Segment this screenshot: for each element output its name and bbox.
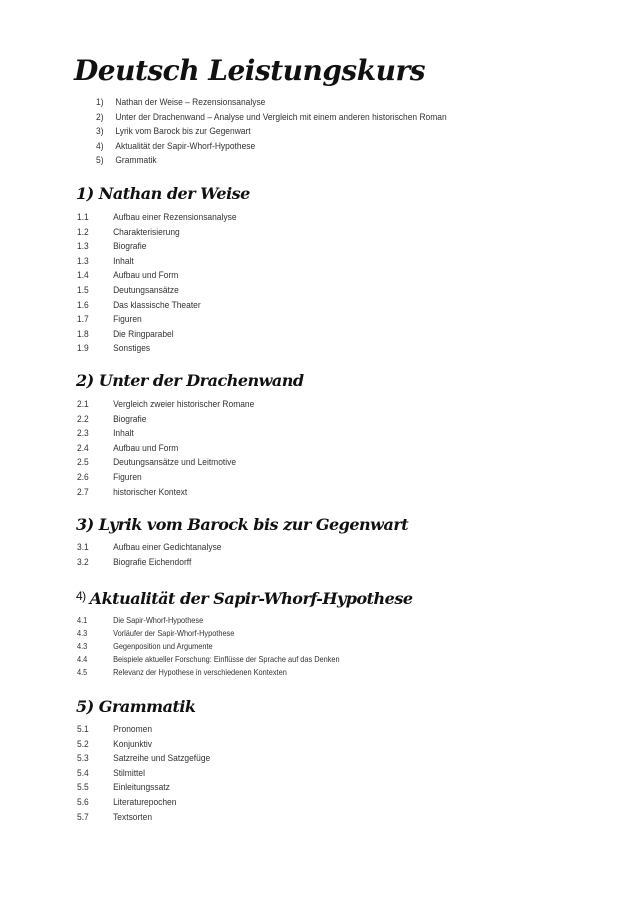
item-text: Deutungsansätze bbox=[113, 284, 179, 296]
list-item bbox=[77, 767, 210, 782]
item-number: 1.8 bbox=[77, 328, 89, 340]
list-item bbox=[77, 738, 210, 753]
item-text: historischer Kontext bbox=[113, 486, 188, 498]
item-text: Deutungsansätze und Leitmotive bbox=[113, 457, 237, 469]
section-heading-drachenwand: 2) Unter der Drachenwand bbox=[76, 371, 304, 390]
item-number: 5.2 bbox=[77, 738, 89, 750]
item-text: Biografie bbox=[113, 413, 147, 425]
item-text: Einleitungssatz bbox=[113, 782, 170, 794]
item-text: Aufbau einer Gedichtanalyse bbox=[113, 542, 222, 553]
item-text: Inhalt bbox=[113, 428, 134, 440]
item-number: 5.1 bbox=[77, 724, 89, 735]
item-number: 5.5 bbox=[77, 782, 89, 794]
item-text: Satzreihe und Satzgefüge bbox=[113, 753, 211, 765]
list-item bbox=[77, 284, 237, 299]
overview-item bbox=[96, 96, 447, 111]
list-item bbox=[77, 226, 237, 241]
section-list-grammatik bbox=[77, 723, 228, 825]
item-text: Aufbau und Form bbox=[113, 442, 179, 454]
item-number: 1.7 bbox=[77, 314, 89, 326]
overview-number: 5) bbox=[96, 155, 104, 167]
item-text: Stilmittel bbox=[113, 767, 145, 779]
item-number: 1.3 bbox=[77, 241, 89, 253]
list-item bbox=[77, 427, 254, 442]
table-of-contents-overview bbox=[96, 96, 495, 169]
item-number: 4.1 bbox=[77, 615, 88, 625]
overview-item bbox=[96, 111, 447, 126]
item-number: 4.5 bbox=[77, 667, 88, 677]
list-item bbox=[77, 796, 210, 811]
item-number: 3.2 bbox=[77, 556, 89, 568]
item-text: Figuren bbox=[113, 314, 142, 326]
item-text: Relevanz der Hypothese in verschiedenen Kontexten bbox=[113, 667, 287, 677]
section-heading-lyrik: 3) Lyrik vom Barock bis zur Gegenwart bbox=[76, 515, 409, 534]
item-text: Vorläufer der Sapir-Whorf-Hypothese bbox=[113, 628, 235, 638]
item-text: Inhalt bbox=[113, 255, 134, 267]
item-text: Die Sapir-Whorf-Hypothese bbox=[113, 615, 204, 625]
item-number: 1.3 bbox=[77, 255, 89, 267]
item-number: 2.4 bbox=[77, 442, 89, 454]
list-item bbox=[77, 471, 254, 486]
item-number: 2.1 bbox=[77, 399, 89, 410]
section-heading-nathan: 1) Nathan der Weise bbox=[76, 184, 250, 203]
list-item bbox=[77, 328, 237, 343]
item-number: 1.2 bbox=[77, 226, 89, 238]
list-item bbox=[77, 541, 221, 556]
list-item bbox=[77, 269, 237, 284]
item-number: 2.7 bbox=[77, 486, 89, 498]
list-item bbox=[77, 211, 237, 226]
list-item bbox=[77, 666, 340, 679]
item-number: 5.7 bbox=[77, 811, 89, 823]
list-item bbox=[77, 255, 237, 270]
item-number: 5.6 bbox=[77, 796, 89, 808]
item-number: 4.3 bbox=[77, 628, 88, 638]
list-item bbox=[77, 486, 254, 501]
overview-number: 3) bbox=[96, 126, 104, 138]
list-item bbox=[77, 313, 237, 328]
item-number: 1.1 bbox=[77, 212, 89, 223]
item-text: Aufbau einer Rezensionsanalyse bbox=[113, 212, 237, 223]
overview-text: Lyrik vom Barock bis zur Gegenwart bbox=[115, 126, 251, 138]
item-text: Figuren bbox=[113, 471, 142, 483]
overview-text: Grammatik bbox=[115, 155, 157, 167]
overview-number: 1) bbox=[96, 97, 104, 108]
section-list-nathan bbox=[77, 211, 258, 357]
item-number: 4.4 bbox=[77, 654, 88, 664]
item-text: Literaturepochen bbox=[113, 796, 177, 808]
list-item bbox=[77, 413, 254, 428]
item-text: Vergleich zweier historischer Romane bbox=[113, 399, 255, 410]
list-item bbox=[77, 653, 340, 666]
page-title: Deutsch Leistungskurs bbox=[74, 54, 425, 87]
list-item bbox=[77, 752, 210, 767]
item-text: Die Ringparabel bbox=[113, 328, 174, 340]
list-item bbox=[77, 398, 254, 413]
list-item bbox=[77, 781, 210, 796]
item-number: 3.1 bbox=[77, 542, 89, 553]
list-item bbox=[77, 640, 340, 653]
overview-text: Unter der Drachenwand – Analyse und Vergleich mit einem anderen historischen Roman bbox=[115, 111, 447, 123]
item-text: Pronomen bbox=[113, 724, 153, 735]
item-number: 2.6 bbox=[77, 471, 89, 483]
item-text: Charakterisierung bbox=[113, 226, 180, 238]
item-number: 1.9 bbox=[77, 343, 89, 355]
section-heading-sapir-whorf bbox=[76, 589, 413, 608]
item-number: 5.4 bbox=[77, 767, 89, 779]
item-text: Gegenposition und Argumente bbox=[113, 641, 213, 651]
item-number: 4.3 bbox=[77, 641, 88, 651]
list-item bbox=[77, 442, 254, 457]
section-heading-grammatik: 5) Grammatik bbox=[76, 697, 196, 716]
overview-item bbox=[96, 154, 447, 169]
item-text: Textsorten bbox=[113, 811, 153, 823]
item-text: Aufbau und Form bbox=[113, 270, 179, 282]
overview-number: 4) bbox=[96, 140, 104, 152]
section-number: 4) bbox=[76, 589, 86, 603]
overview-number: 2) bbox=[96, 111, 104, 123]
item-number: 1.6 bbox=[77, 299, 89, 311]
list-item bbox=[77, 456, 254, 471]
item-number: 1.5 bbox=[77, 284, 89, 296]
overview-item bbox=[96, 140, 447, 155]
item-text: Sonstiges bbox=[113, 343, 151, 355]
list-item bbox=[77, 299, 237, 314]
overview-text: Nathan der Weise – Rezensionsanalyse bbox=[115, 97, 266, 108]
list-item bbox=[77, 627, 340, 640]
overview-item bbox=[96, 125, 447, 140]
item-number: 1.4 bbox=[77, 270, 89, 282]
list-item bbox=[77, 556, 221, 571]
list-item bbox=[77, 342, 237, 357]
item-number: 5.3 bbox=[77, 753, 89, 765]
item-number: 2.3 bbox=[77, 428, 89, 440]
list-item bbox=[77, 240, 237, 255]
item-text: Konjunktiv bbox=[113, 738, 153, 750]
section-title: Aktualität der Sapir-Whorf-Hypothese bbox=[89, 589, 413, 608]
item-number: 2.5 bbox=[77, 457, 89, 469]
item-text: Biografie Eichendorff bbox=[113, 556, 192, 568]
list-item bbox=[77, 614, 340, 627]
item-text: Biografie bbox=[113, 241, 147, 253]
item-text: Beispiele aktueller Forschung: Einflüsse der Sprache auf das Denken bbox=[113, 654, 340, 664]
section-list-lyrik bbox=[77, 541, 241, 570]
list-item bbox=[77, 723, 210, 738]
list-item bbox=[77, 811, 210, 826]
section-list-sapir-whorf bbox=[77, 614, 375, 679]
overview-text: Aktualität der Sapir-Whorf-Hypothese bbox=[115, 140, 256, 152]
item-number: 2.2 bbox=[77, 413, 89, 425]
section-list-drachenwand bbox=[77, 398, 279, 500]
item-text: Das klassische Theater bbox=[113, 299, 201, 311]
